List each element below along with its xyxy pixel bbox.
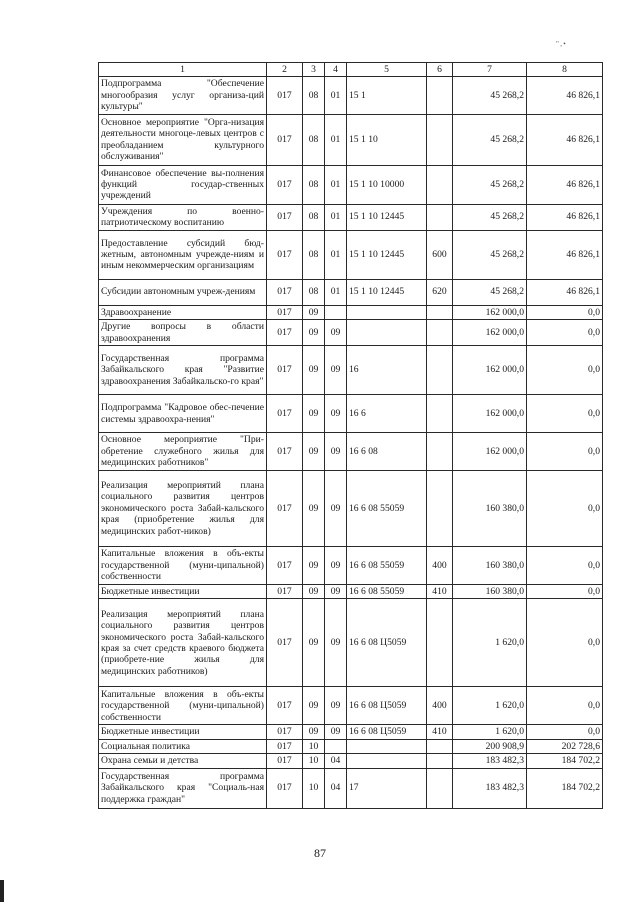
row-name-cell: Учреждения по военно-патриотическому воспитанию	[99, 204, 267, 230]
amount-year1-cell: 160 380,0	[453, 585, 527, 599]
amount-year2-cell: 0,0	[527, 585, 603, 599]
table-row	[99, 204, 603, 230]
subsection-code-cell: 09	[325, 725, 347, 739]
expense-type-cell	[427, 305, 453, 319]
amount-year2-cell: 46 826,1	[527, 230, 603, 279]
budget-table	[98, 62, 603, 809]
subsection-code-cell: 01	[325, 230, 347, 279]
expense-type-cell: 620	[427, 279, 453, 305]
ministry-code-cell: 017	[267, 165, 303, 204]
ministry-code-cell: 017	[267, 230, 303, 279]
ministry-code-cell: 017	[267, 114, 303, 165]
section-code-cell: 09	[303, 687, 325, 725]
row-name-cell: Социальная политика	[99, 739, 267, 753]
section-code-cell: 08	[303, 204, 325, 230]
table-row	[99, 320, 603, 346]
subsection-code-cell	[325, 739, 347, 753]
table-row	[99, 585, 603, 599]
expense-type-cell	[427, 346, 453, 395]
target-article-cell: 15 1 10 12445	[347, 204, 427, 230]
amount-year2-cell: 184 702,2	[527, 768, 603, 808]
section-code-cell: 09	[303, 585, 325, 599]
section-code-cell: 08	[303, 165, 325, 204]
header-row	[99, 63, 603, 77]
row-name-cell: Подпрограмма "Кадровое обес-печение системы здравоохра-нения"	[99, 395, 267, 433]
target-article-cell: 16	[347, 346, 427, 395]
ministry-code-cell: 017	[267, 687, 303, 725]
expense-type-cell	[427, 320, 453, 346]
amount-year2-cell: 46 826,1	[527, 204, 603, 230]
amount-year1-cell: 45 268,2	[453, 279, 527, 305]
expense-type-cell	[427, 114, 453, 165]
target-article-cell: 17	[347, 768, 427, 808]
subsection-code-cell: 09	[325, 547, 347, 585]
section-code-cell: 09	[303, 346, 325, 395]
target-article-cell: 16 6 08 Ц5059	[347, 725, 427, 739]
ministry-code-cell: 017	[267, 279, 303, 305]
section-code-cell: 08	[303, 279, 325, 305]
table-row	[99, 279, 603, 305]
table-row	[99, 433, 603, 471]
row-name-cell: Охрана семьи и детства	[99, 754, 267, 768]
ministry-code-cell: 017	[267, 77, 303, 114]
target-article-cell: 16 6 08 Ц5059	[347, 599, 427, 687]
subsection-code-cell: 09	[325, 433, 347, 471]
amount-year1-cell: 1 620,0	[453, 725, 527, 739]
row-name-cell: Субсидии автономным учреж-дениям	[99, 279, 267, 305]
ministry-code-cell: 017	[267, 585, 303, 599]
target-article-cell: 16 6 08 55059	[347, 547, 427, 585]
table-row	[99, 739, 603, 753]
table-row	[99, 114, 603, 165]
row-name-cell: Бюджетные инвестиции	[99, 585, 267, 599]
row-name-cell: Государственная программа Забайкальского края "Развитие здравоохранения Забайкальско-го края"	[99, 346, 267, 395]
amount-year2-cell: 46 826,1	[527, 114, 603, 165]
table-row	[99, 165, 603, 204]
corner-mark: "‚•	[556, 40, 567, 48]
row-name-cell: Финансовое обеспечение вы-полнения функций государ-ственных учреждений	[99, 165, 267, 204]
expense-type-cell	[427, 77, 453, 114]
section-code-cell: 08	[303, 230, 325, 279]
amount-year2-cell: 0,0	[527, 320, 603, 346]
subsection-code-cell	[325, 305, 347, 319]
amount-year2-cell: 0,0	[527, 687, 603, 725]
expense-type-cell: 600	[427, 230, 453, 279]
table-row	[99, 599, 603, 687]
ministry-code-cell: 017	[267, 739, 303, 753]
row-name-cell: Основное мероприятие "Орга-низация деятельности многоце-левых центров с преобладанием культурного обслуживания"	[99, 114, 267, 165]
table-row	[99, 230, 603, 279]
subsection-code-cell: 04	[325, 768, 347, 808]
column-header: 5	[347, 63, 427, 77]
column-header: 7	[453, 63, 527, 77]
row-name-cell: Реализация мероприятий плана социального развития центров экономического роста Забай-кальского края за счет средств краевого бюджета (приобрете-ние жилья для медицинских работников)	[99, 599, 267, 687]
ministry-code-cell: 017	[267, 320, 303, 346]
amount-year1-cell: 162 000,0	[453, 433, 527, 471]
ministry-code-cell: 017	[267, 471, 303, 547]
row-name-cell: Предоставление субсидий бюд-жетным, автономным учрежде-ниям и иным некоммерческим организациям	[99, 230, 267, 279]
subsection-code-cell: 09	[325, 395, 347, 433]
target-article-cell	[347, 305, 427, 319]
ministry-code-cell: 017	[267, 754, 303, 768]
section-code-cell: 09	[303, 725, 325, 739]
expense-type-cell	[427, 754, 453, 768]
ministry-code-cell: 017	[267, 204, 303, 230]
column-header: 2	[267, 63, 303, 77]
amount-year1-cell: 45 268,2	[453, 165, 527, 204]
target-article-cell: 15 1 10 12445	[347, 279, 427, 305]
amount-year2-cell: 202 728,6	[527, 739, 603, 753]
amount-year1-cell: 45 268,2	[453, 114, 527, 165]
row-name-cell: Государственная программа Забайкальского края "Социаль-ная поддержка граждан"	[99, 768, 267, 808]
expense-type-cell	[427, 165, 453, 204]
amount-year1-cell: 200 908,9	[453, 739, 527, 753]
expense-type-cell	[427, 433, 453, 471]
expense-type-cell	[427, 599, 453, 687]
amount-year2-cell: 46 826,1	[527, 77, 603, 114]
row-name-cell: Бюджетные инвестиции	[99, 725, 267, 739]
target-article-cell: 15 1 10 12445	[347, 230, 427, 279]
section-code-cell: 09	[303, 599, 325, 687]
subsection-code-cell: 09	[325, 320, 347, 346]
section-code-cell: 09	[303, 395, 325, 433]
ministry-code-cell: 017	[267, 346, 303, 395]
target-article-cell: 16 6	[347, 395, 427, 433]
section-code-cell: 09	[303, 305, 325, 319]
ministry-code-cell: 017	[267, 395, 303, 433]
target-article-cell: 16 6 08 55059	[347, 471, 427, 547]
section-code-cell: 10	[303, 739, 325, 753]
amount-year1-cell: 45 268,2	[453, 77, 527, 114]
amount-year2-cell: 46 826,1	[527, 279, 603, 305]
amount-year2-cell: 184 702,2	[527, 754, 603, 768]
section-code-cell: 09	[303, 547, 325, 585]
table-row	[99, 687, 603, 725]
page-number: 87	[314, 846, 326, 860]
target-article-cell: 16 6 08 55059	[347, 585, 427, 599]
subsection-code-cell: 09	[325, 687, 347, 725]
amount-year2-cell: 0,0	[527, 547, 603, 585]
expense-type-cell	[427, 471, 453, 547]
table-row	[99, 471, 603, 547]
amount-year2-cell: 0,0	[527, 395, 603, 433]
expense-type-cell: 410	[427, 725, 453, 739]
amount-year1-cell: 162 000,0	[453, 395, 527, 433]
amount-year2-cell: 0,0	[527, 305, 603, 319]
row-name-cell: Подпрограмма "Обеспечение многообразия услуг организа-ций культуры"	[99, 77, 267, 114]
amount-year2-cell: 0,0	[527, 599, 603, 687]
target-article-cell: 15 1 10 10000	[347, 165, 427, 204]
column-header: 6	[427, 63, 453, 77]
amount-year1-cell: 162 000,0	[453, 305, 527, 319]
amount-year1-cell: 45 268,2	[453, 204, 527, 230]
row-name-cell: Капитальные вложения в объ-екты государственной (муни-ципальной) собственности	[99, 687, 267, 725]
ministry-code-cell: 017	[267, 768, 303, 808]
row-name-cell: Другие вопросы в области здравоохранения	[99, 320, 267, 346]
subsection-code-cell: 09	[325, 585, 347, 599]
section-code-cell: 09	[303, 433, 325, 471]
amount-year1-cell: 183 482,3	[453, 754, 527, 768]
column-header: 1	[99, 63, 267, 77]
amount-year2-cell: 0,0	[527, 725, 603, 739]
subsection-code-cell: 01	[325, 279, 347, 305]
row-name-cell: Капитальные вложения в объ-екты государственной (муни-ципальной) собственности	[99, 547, 267, 585]
ministry-code-cell: 017	[267, 433, 303, 471]
section-code-cell: 09	[303, 320, 325, 346]
amount-year2-cell: 46 826,1	[527, 165, 603, 204]
amount-year1-cell: 160 380,0	[453, 547, 527, 585]
expense-type-cell	[427, 395, 453, 433]
target-article-cell	[347, 739, 427, 753]
table-row	[99, 725, 603, 739]
ministry-code-cell: 017	[267, 547, 303, 585]
amount-year1-cell: 183 482,3	[453, 768, 527, 808]
expense-type-cell	[427, 204, 453, 230]
subsection-code-cell: 01	[325, 165, 347, 204]
amount-year1-cell: 160 380,0	[453, 471, 527, 547]
subsection-code-cell: 04	[325, 754, 347, 768]
section-code-cell: 10	[303, 768, 325, 808]
target-article-cell	[347, 320, 427, 346]
subsection-code-cell: 09	[325, 471, 347, 547]
table-row	[99, 547, 603, 585]
section-code-cell: 10	[303, 754, 325, 768]
target-article-cell: 15 1	[347, 77, 427, 114]
row-name-cell: Реализация мероприятий плана социального развития центров экономического роста Забай-кальского края (приобретение жилья для медицинских работ-ников)	[99, 471, 267, 547]
table-row	[99, 768, 603, 808]
column-header: 3	[303, 63, 325, 77]
amount-year2-cell: 0,0	[527, 433, 603, 471]
section-code-cell: 08	[303, 77, 325, 114]
scan-edge-mark	[0, 880, 4, 902]
target-article-cell: 16 6 08 Ц5059	[347, 687, 427, 725]
subsection-code-cell: 01	[325, 77, 347, 114]
section-code-cell: 09	[303, 471, 325, 547]
ministry-code-cell: 017	[267, 599, 303, 687]
target-article-cell: 16 6 08	[347, 433, 427, 471]
row-name-cell: Основное мероприятие "При-обретение служебного жилья для медицинских работников"	[99, 433, 267, 471]
ministry-code-cell: 017	[267, 725, 303, 739]
amount-year2-cell: 0,0	[527, 471, 603, 547]
table-row	[99, 754, 603, 768]
table-row	[99, 346, 603, 395]
amount-year1-cell: 45 268,2	[453, 230, 527, 279]
section-code-cell: 08	[303, 114, 325, 165]
table-row	[99, 305, 603, 319]
ministry-code-cell: 017	[267, 305, 303, 319]
expense-type-cell: 410	[427, 585, 453, 599]
amount-year1-cell: 1 620,0	[453, 599, 527, 687]
column-header: 8	[527, 63, 603, 77]
expense-type-cell: 400	[427, 547, 453, 585]
amount-year2-cell: 0,0	[527, 346, 603, 395]
column-header: 4	[325, 63, 347, 77]
table-row	[99, 395, 603, 433]
table-row	[99, 77, 603, 114]
subsection-code-cell: 01	[325, 114, 347, 165]
subsection-code-cell: 09	[325, 599, 347, 687]
amount-year1-cell: 162 000,0	[453, 346, 527, 395]
expense-type-cell	[427, 768, 453, 808]
expense-type-cell: 400	[427, 687, 453, 725]
amount-year1-cell: 162 000,0	[453, 320, 527, 346]
amount-year1-cell: 1 620,0	[453, 687, 527, 725]
subsection-code-cell: 09	[325, 346, 347, 395]
target-article-cell: 15 1 10	[347, 114, 427, 165]
subsection-code-cell: 01	[325, 204, 347, 230]
row-name-cell: Здравоохранение	[99, 305, 267, 319]
expense-type-cell	[427, 739, 453, 753]
target-article-cell	[347, 754, 427, 768]
